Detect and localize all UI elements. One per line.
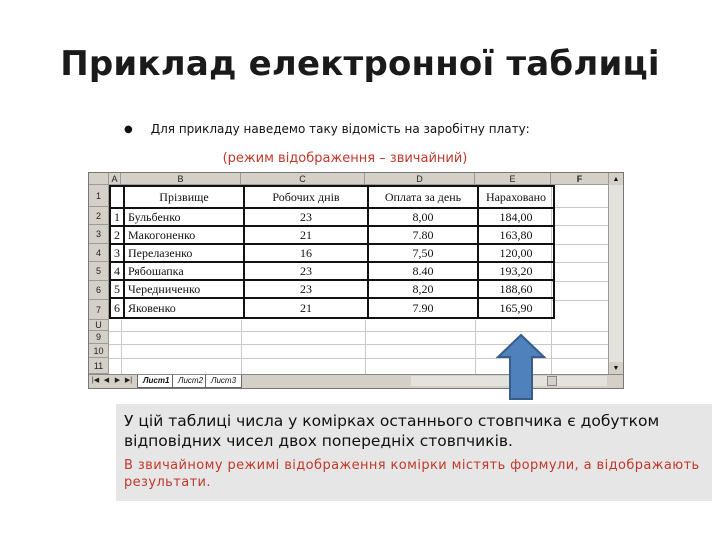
cell-surname[interactable]: Макогоненко [124,226,244,244]
table-row [110,244,554,262]
scroll-up-icon[interactable]: ▲ [609,173,623,185]
scroll-down-icon[interactable]: ▼ [609,362,623,374]
first-sheet-icon[interactable]: |◀ [91,377,100,384]
up-arrow-icon [496,333,546,401]
grid-line [551,207,609,208]
column-header-e[interactable]: E [475,173,551,185]
sheet-tab-2[interactable]: Лист2 [172,375,209,388]
table-row [110,208,554,226]
cell-days[interactable]: 23 [244,280,368,298]
cell-index[interactable]: 5 [110,280,124,298]
cell-surname[interactable]: Бульбенко [124,208,244,226]
slide-title: Приклад електронної таблиці [60,44,660,84]
grid-line [551,300,609,301]
cell-rate[interactable]: 7.90 [368,298,478,318]
cell-total[interactable]: 193,20 [478,262,554,280]
table-row [110,280,554,298]
select-all-corner[interactable] [89,173,109,185]
cell-rate[interactable]: 7.80 [368,226,478,244]
row-header-9[interactable]: 9 [89,331,109,344]
cell-rate[interactable]: 8.40 [368,262,478,280]
table-row [110,262,554,280]
grid-line [121,320,122,374]
row-header-11[interactable]: 11 [89,358,109,374]
mode-caption: (режим відображення – звичайний) [222,151,468,166]
cell-total[interactable]: 120,00 [478,244,554,262]
salary-table [109,185,555,319]
cell-total[interactable]: 188,60 [478,280,554,298]
row-header-1[interactable]: 1 [89,185,109,207]
grid-line [551,281,609,282]
cell-total[interactable]: 165,90 [478,298,554,318]
last-sheet-icon[interactable]: ▶| [124,377,133,384]
cell-surname[interactable]: Яковенко [124,298,244,318]
column-header-d[interactable]: D [365,173,475,185]
grid-line [551,262,609,263]
cell-rate[interactable]: 7,50 [368,244,478,262]
explanation-main-text: У цій таблиці числа у комірках останнього стовпчика є добутком відповідних чисел двох попередніх стовпчиків. [124,412,660,450]
intro-text: Для прикладу наведемо таку відомість на заробітну плату: [150,122,530,136]
grid-line [551,225,609,226]
explanation-red-text: В звичайному режимі відображення комірки містять формули, а відображають результати. [124,458,700,490]
row-header-3[interactable]: 3 [89,225,109,244]
cell-index[interactable]: 4 [110,262,124,280]
grid-line [365,320,366,374]
row-header-10[interactable]: 10 [89,344,109,358]
cell-total[interactable]: 184,00 [478,208,554,226]
row-header-4[interactable]: 4 [89,244,109,262]
prev-sheet-icon[interactable]: ◀ [103,377,110,384]
sheet-tab-3[interactable]: Лист3 [205,375,242,388]
header-cell-accrued[interactable]: Нараховано [478,186,554,208]
cell-surname[interactable]: Рябошапка [124,262,244,280]
column-header-f[interactable]: F [551,173,609,185]
table-header-row [110,186,554,208]
column-header-c[interactable]: C [241,173,365,185]
column-header-b[interactable]: B [121,173,241,185]
table-row [110,226,554,244]
cell-index[interactable]: 2 [110,226,124,244]
cell-surname[interactable]: Чередниченко [124,280,244,298]
header-cell-empty[interactable] [110,186,124,208]
header-cell-surname[interactable]: Прізвище [124,186,244,208]
sheet-tab-1[interactable]: Лист1 [137,375,175,388]
row-header-2[interactable]: 2 [89,207,109,225]
intro-bullet [124,122,530,136]
row-header-6[interactable]: 6 [89,281,109,300]
cell-rate[interactable]: 8,20 [368,280,478,298]
cell-index[interactable]: 6 [110,298,124,318]
grid-line [475,320,476,374]
grid-line [241,320,242,374]
row-header-5[interactable]: 5 [89,262,109,281]
header-cell-daily-rate[interactable]: Оплата за день [368,186,478,208]
explanation-box [116,404,712,501]
cell-days[interactable]: 21 [244,298,368,318]
next-sheet-icon[interactable]: ▶ [114,377,121,384]
grid-line [109,331,609,332]
row-header-7[interactable]: 7 [89,300,109,320]
header-cell-workdays[interactable]: Робочих днів [244,186,368,208]
row-header-8[interactable]: U [89,320,109,331]
cell-days[interactable]: 23 [244,208,368,226]
cell-index[interactable]: 1 [110,208,124,226]
grid-line [551,244,609,245]
bullet-dot-icon: ● [124,123,133,135]
cell-total[interactable]: 163,80 [478,226,554,244]
cell-rate[interactable]: 8,00 [368,208,478,226]
cell-surname[interactable]: Перелазенко [124,244,244,262]
cell-days[interactable]: 16 [244,244,368,262]
cell-days[interactable]: 23 [244,262,368,280]
cell-days[interactable]: 21 [244,226,368,244]
cell-index[interactable]: 3 [110,244,124,262]
vertical-scrollbar[interactable] [608,173,623,374]
table-row [110,298,554,318]
column-header-a[interactable]: A [109,173,121,185]
scroll-thumb[interactable] [547,376,557,386]
